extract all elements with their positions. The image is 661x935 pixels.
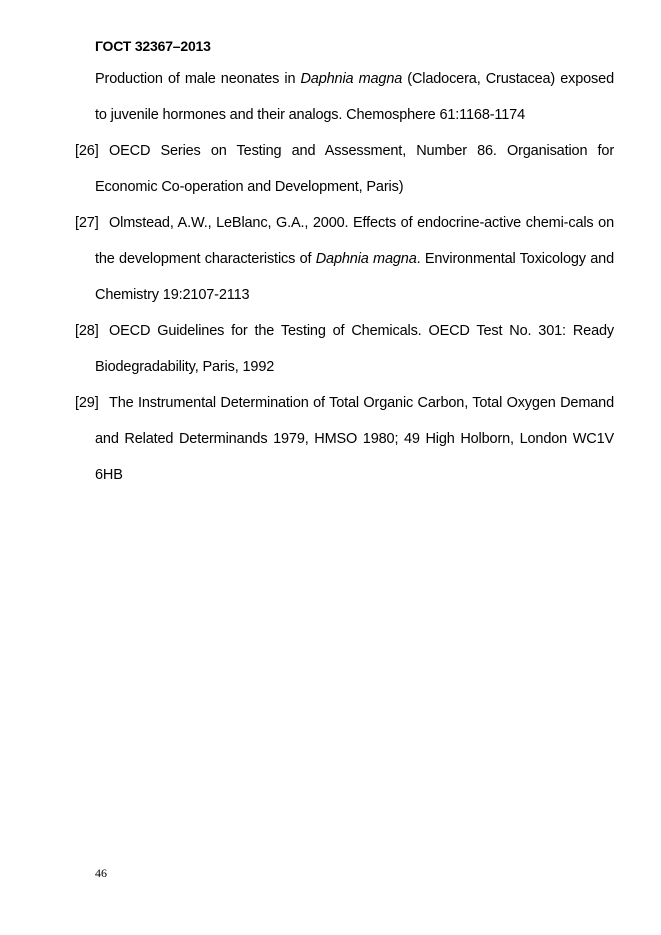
- reference-text-part: (Cladocera, Crustacea) exposed to juvenile hormones and their analogs. Chemosphere 61:1168-1174: [95, 71, 614, 123]
- reference-item-28: [75, 313, 614, 385]
- reference-number: [26]: [75, 143, 99, 159]
- page-header: [95, 38, 211, 54]
- reference-item-25-continuation: [75, 61, 614, 133]
- reference-text-part: Olmstead, A.W., LeBlanc, G.A., 2000. Effects of endocrine-active chemi-cals on the development characteristics of: [95, 215, 614, 267]
- reference-number: [28]: [75, 323, 99, 339]
- reference-item-29: [75, 385, 614, 493]
- species-name: Daphnia magna: [315, 251, 417, 267]
- reference-item-27: [75, 205, 614, 313]
- reference-text-part: . Environmental Toxicology and Chemistry 19:2107-2113: [95, 251, 614, 303]
- species-name: Daphnia magna: [300, 71, 403, 87]
- reference-item-26: [75, 133, 614, 205]
- standard-designation: ГОСТ 32367–2013: [95, 38, 211, 54]
- reference-number: [29]: [75, 395, 99, 411]
- reference-text-part: Production of male neonates in: [95, 71, 301, 87]
- reference-text-part: The Instrumental Determination of Total Organic Carbon, Total Oxygen Demand and Related Determinands 1979, HMSO 1980; 49 High Holborn, London WC1V 6HB: [95, 395, 614, 483]
- reference-number: [27]: [75, 215, 99, 231]
- reference-text-part: OECD Guidelines for the Testing of Chemicals. OECD Test No. 301: Ready Biodegradability, Paris, 1992: [95, 323, 614, 375]
- reference-text-part: OECD Series on Testing and Assessment, Number 86. Organisation for Economic Co-operation and Development, Paris): [95, 143, 614, 195]
- reference-list: [75, 61, 614, 493]
- page-number: 46: [95, 866, 107, 880]
